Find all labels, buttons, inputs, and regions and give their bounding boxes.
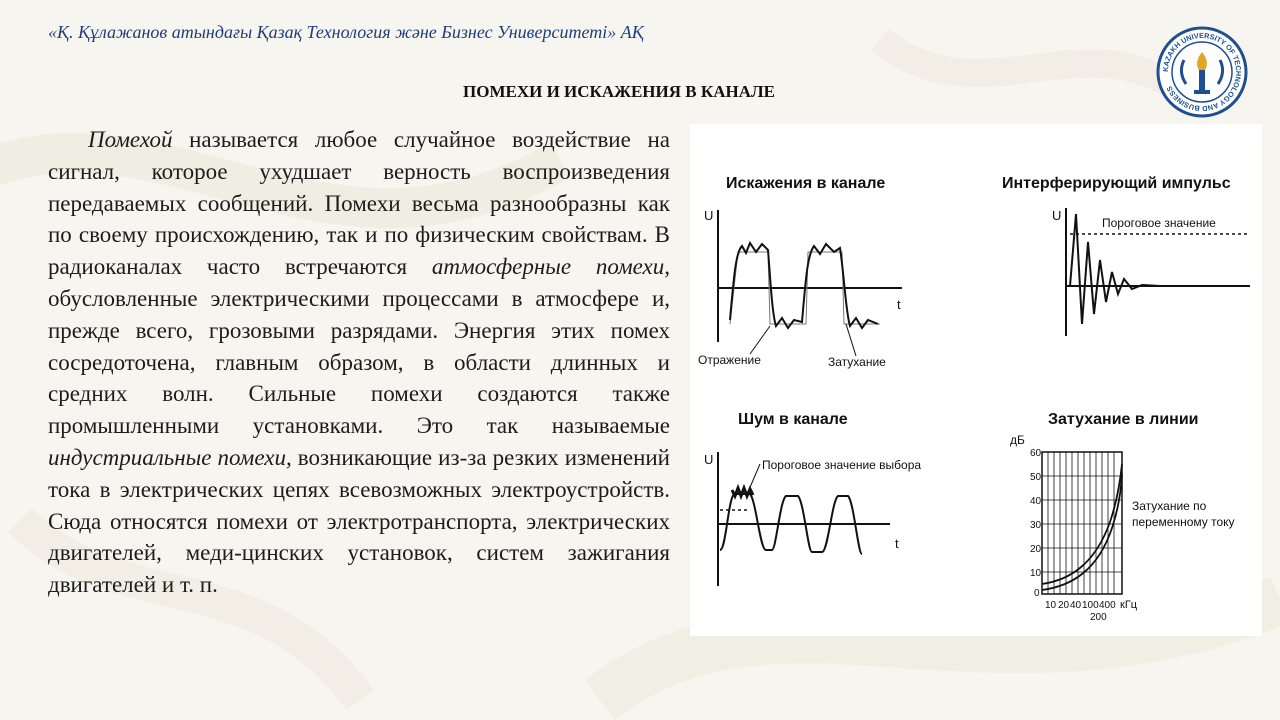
panel-noise: [704, 411, 921, 586]
text-segment: возникающие из-за резких изменений тока в электрических цепях всевозможных электроустройств. Сюда относятся помехи от электротранспорта, электрических двигателей, меди-цинских установок, систем зажигания двигателей и т. п.: [48, 444, 670, 598]
text-segment: обусловленные электрическими процессами в атмосфере и, прежде всего, грозовыми разрядами. Энергия этих помех сосредоточена, главным образом, в области длинных и средних волн. Сильные помехи создаются также промышленными установками. Это так называемые: [48, 285, 670, 439]
y-tick-labels: [1030, 448, 1042, 599]
x-tick: 40: [1070, 600, 1082, 611]
term-atmospheric: атмосферные помехи,: [431, 254, 670, 280]
university-logo: [1156, 26, 1248, 118]
y-tick: 30: [1030, 520, 1042, 531]
interference-figure: [690, 124, 1262, 636]
x-unit-label: кГц: [1120, 599, 1138, 611]
interfering-pulse: [1070, 214, 1160, 324]
distorted-signal: [730, 243, 878, 328]
attenuation-label: Затухание: [828, 355, 886, 369]
panel-interfering-pulse: [1002, 175, 1250, 336]
y-tick: 10: [1030, 568, 1042, 579]
body-paragraph: [48, 124, 670, 601]
term-interference: Помехой: [88, 127, 173, 152]
x-tick: 200: [1090, 612, 1107, 623]
y-tick: 50: [1030, 472, 1042, 483]
axis-u-label: U: [704, 208, 714, 223]
attenuation-pointer: [846, 324, 856, 356]
attenuation-note-line1: Затухание по: [1132, 499, 1207, 513]
term-industrial: индустриальные помехи,: [48, 444, 292, 470]
y-tick: 20: [1030, 544, 1042, 555]
y-unit-label: дБ: [1010, 433, 1025, 447]
institution-header: «Қ. Құлажанов атындағы Қазақ Технология және Бизнес Университеті» АҚ: [48, 22, 644, 42]
logo-ring-text: KAZAKH UNIVERSITY OF TECHNOLOGY AND BUSINESS: [1160, 30, 1244, 114]
panel-attenuation: [1010, 411, 1235, 623]
attenuation-note-line2: переменному току: [1132, 515, 1235, 529]
threshold-label: Пороговое значение выбора: [762, 458, 922, 472]
axis-t-label: t: [897, 297, 901, 312]
panel-attenuation-title: Затухание в линии: [1048, 411, 1199, 428]
reflection-pointer: [750, 326, 770, 354]
slide-title: ПОМЕХИ И ИСКАЖЕНИЯ В КАНАЛЕ: [463, 82, 775, 101]
x-tick-labels: [1045, 600, 1116, 623]
y-tick: 40: [1030, 496, 1042, 507]
figure-canvas: [690, 124, 1262, 636]
panel-interfering-title: Интерферирующий импульс: [1002, 175, 1231, 192]
threshold-label: Пороговое значение: [1102, 216, 1216, 230]
axis-t-label: t: [895, 536, 899, 551]
text-segment: называется любое случайное воздействие на сигнал, которое ухудшает верность воспроизведения передаваемых сообщений. Помехи весьма разнообразны как по своему происхождению, так и по физическим свойствам. В радиоканалах часто встречаются: [48, 127, 670, 280]
reflection-label: Отражение: [698, 353, 761, 367]
x-tick: 100: [1082, 600, 1099, 611]
panel-distortion-title: Искажения в канале: [726, 175, 886, 192]
panel-distortion: [698, 175, 902, 369]
x-tick: 20: [1058, 600, 1070, 611]
y-tick: 0: [1034, 588, 1040, 599]
x-tick: 10: [1045, 600, 1057, 611]
axis-u-label: U: [704, 452, 714, 467]
axis-u-label: U: [1052, 208, 1062, 223]
x-tick: 400: [1099, 600, 1116, 611]
y-tick: 60: [1030, 448, 1042, 459]
panel-noise-title: Шум в канале: [738, 411, 848, 428]
